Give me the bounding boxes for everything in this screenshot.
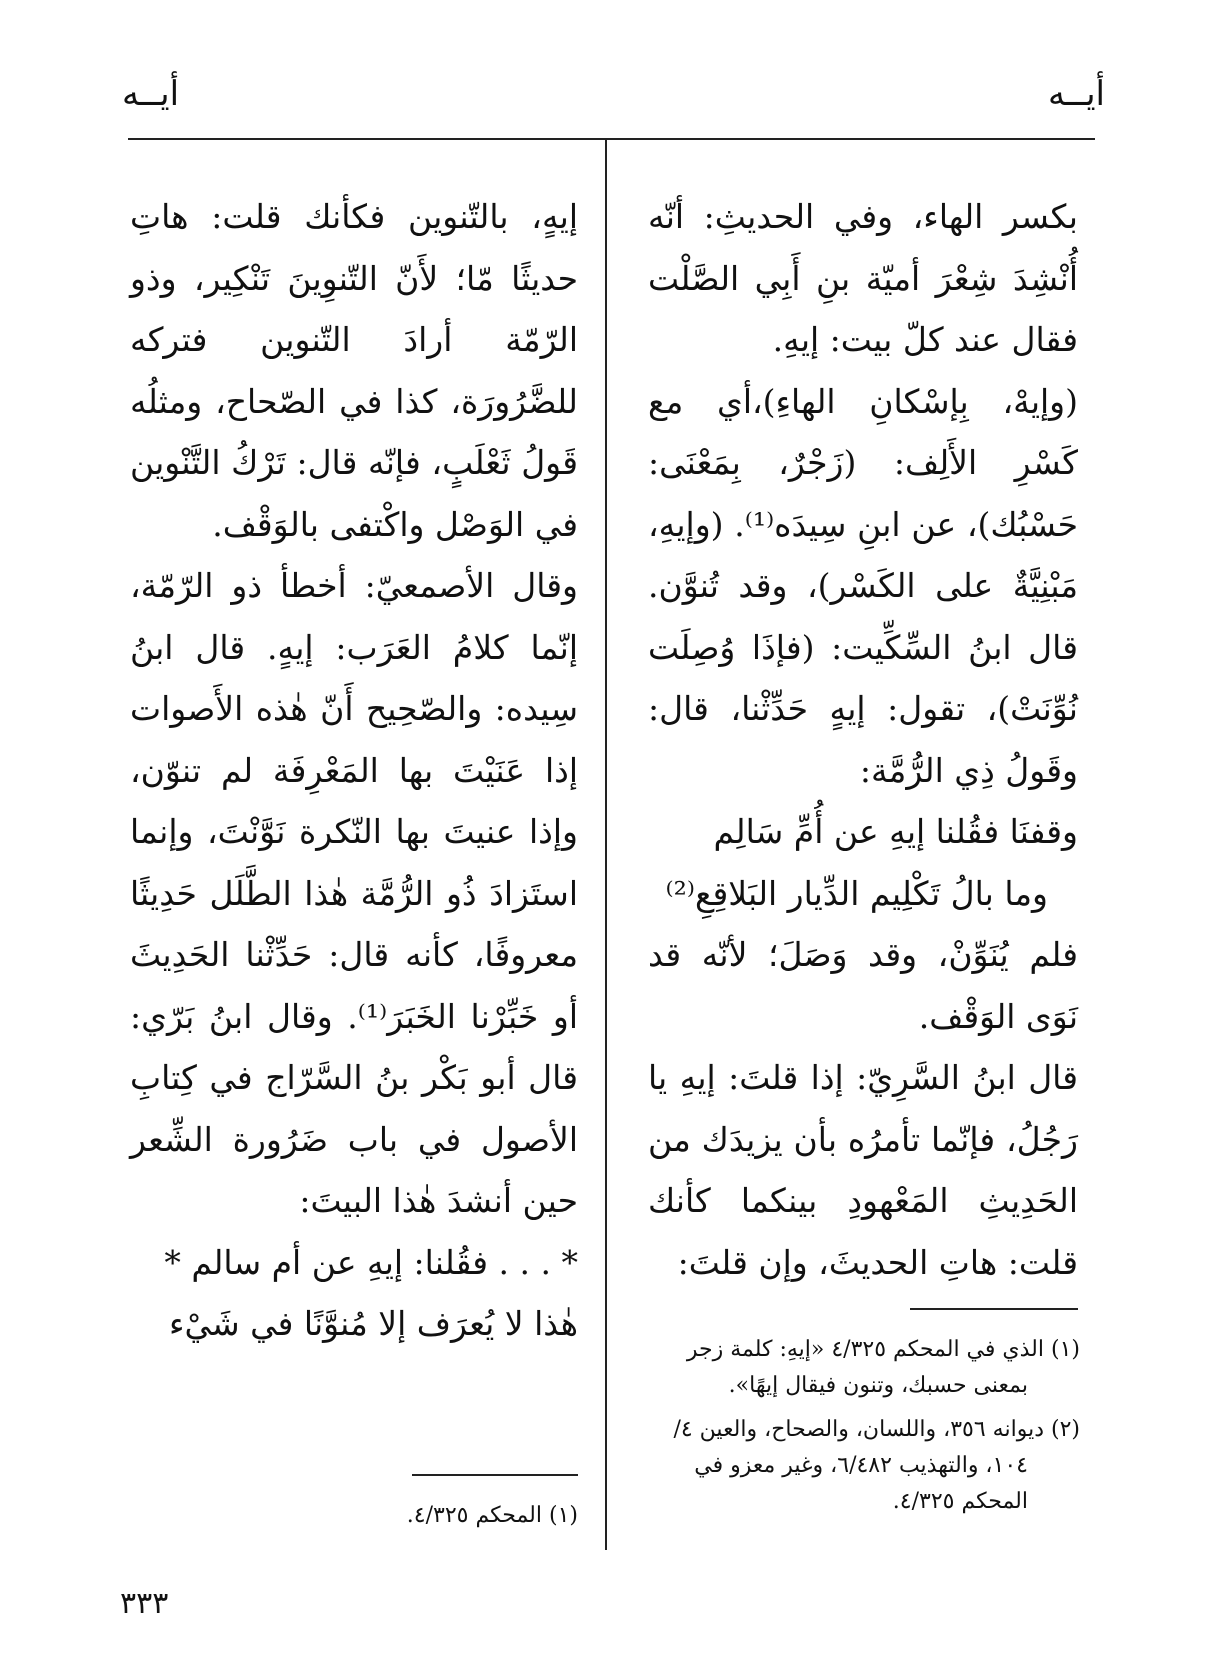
footnote-continuation: ١٠٤، والتهذيب ٦/٤٨٢، وغير معزو في xyxy=(694,1453,1028,1478)
footnote-rule xyxy=(412,1474,578,1476)
footnotes-left xyxy=(130,1498,578,1542)
left-column xyxy=(130,186,578,1355)
right-column xyxy=(648,186,1078,1293)
footnote: (٢) ديوانه ٣٥٦، واللسان، والصحاح، والعين ٤/ xyxy=(673,1417,1080,1442)
verse-line: * . . . فقُلنا: إيهِ عن أم سالم * xyxy=(164,1242,578,1282)
header-rule xyxy=(128,138,1095,140)
paragraph: إيهٍ، بالتّنوين فكأنك قلت: هاتِ حديثًا مّا؛ لأَنّ التّنوِينَ تَنْكِير، وذو الرّمّة أرادَ التّنوين فتركه للضَّرُورَة، كذا في الصّحاح، ومثلُه قَولُ ثَعْلَبٍ، فإنّه قال: تَرْكُ التَّنْوين في الوَصْل واكْتفى بالوَقْف. xyxy=(130,197,578,544)
running-header-right: أيــه xyxy=(1047,74,1105,114)
paragraph: بكسر الهاء، وفي الحديثِ: أنّه أُنْشِدَ شِعْرَ أميّة بنِ أَبِي الصَّلْت فقال عند كلّ بيت: إيهِ. xyxy=(648,197,1078,359)
footnote: (١) المحكم ٤/٣٢٥. xyxy=(406,1503,578,1528)
verse-line: وما بالُ تَكْلِيم الدِّيار البَلاقِعِ⁽²⁾ xyxy=(665,873,1048,913)
paragraph: (وإيهْ، بِإسْكانِ الهاءِ)،أي مع كَسْرِ الأَلِف: (زَجْرٌ، بِمَعْنَى: حَسْبُك)، عن ابنِ سِيدَه⁽¹⁾. (وإيهِ، مَبْنِيَّةٌ على الكَسْر)، وقد تُنوَّن. قال ابنُ السِّكِّيت: (فإذَا وُصِلَت نُوِّنَتْ)، تقول: إيهٍ حَدِّثْنا، قال: وقَولُ ذِي الرُّمَّة: xyxy=(648,381,1079,790)
page-number: ٣٣٣ xyxy=(120,1586,169,1621)
column-divider xyxy=(605,140,607,1550)
paragraph: فلم يُنَوِّنْ، وقد وَصَلَ؛ لأنّه قد نَوَى الوَقْف. xyxy=(648,935,1078,1036)
footnote-continuation: بمعنى حسبك، وتنون فيقال إيهًا». xyxy=(728,1373,1028,1398)
footnote: (١) الذي في المحكم ٤/٣٢٥ «إيهِ: كلمة زجر xyxy=(686,1337,1080,1362)
paragraph: وقال الأصمعيّ: أخطأ ذو الرّمّة، إنّما كلامُ العَرَب: إيهٍ. قال ابنُ سِيده: والصّحِيح أَنّ هٰذه الأَصوات إذا عَنَيْتَ بها المَعْرِفَة لم تنوّن، وإذا عنيتَ بها النّكرة نَوَّنْتَ، وإنما استَزادَ ذُو الرُّمَّة هٰذا الطَّلَل حَدِيثًا معروفًا، كأنه قال: حَدِّثْنا الحَدِيثَ أو خَبِّرْنا الخَبَرَ⁽¹⁾. وقال ابنُ بَرّي: قال أبو بَكْر بنُ السَّرّاج في كِتابِ الأصول في باب ضَرُورة الشِّعر حين أنشدَ هٰذا البيتَ: xyxy=(130,566,579,1220)
footnotes-right xyxy=(648,1332,1080,1528)
paragraph: قال ابنُ السَّرِيّ: إذا قلتَ: إيهِ يا رَجُلُ، فإنّما تأمرُه بأن يزيدَك من الحَدِيثِ المَعْهودِ بينكما كأنك قلت: هاتِ الحديثَ، وإن قلتَ: xyxy=(648,1058,1078,1282)
footnote-rule xyxy=(910,1308,1078,1310)
verse-line: وقفنَا فقُلنا إيهِ عن أُمِّ سَالِم xyxy=(713,812,1078,851)
running-header-left: أيــه xyxy=(122,74,180,114)
footnote-continuation: المحكم ٤/٣٢٥. xyxy=(892,1489,1028,1514)
paragraph: هٰذا لا يُعرَف إلا مُنوَّنًا في شَيْء xyxy=(168,1304,578,1343)
